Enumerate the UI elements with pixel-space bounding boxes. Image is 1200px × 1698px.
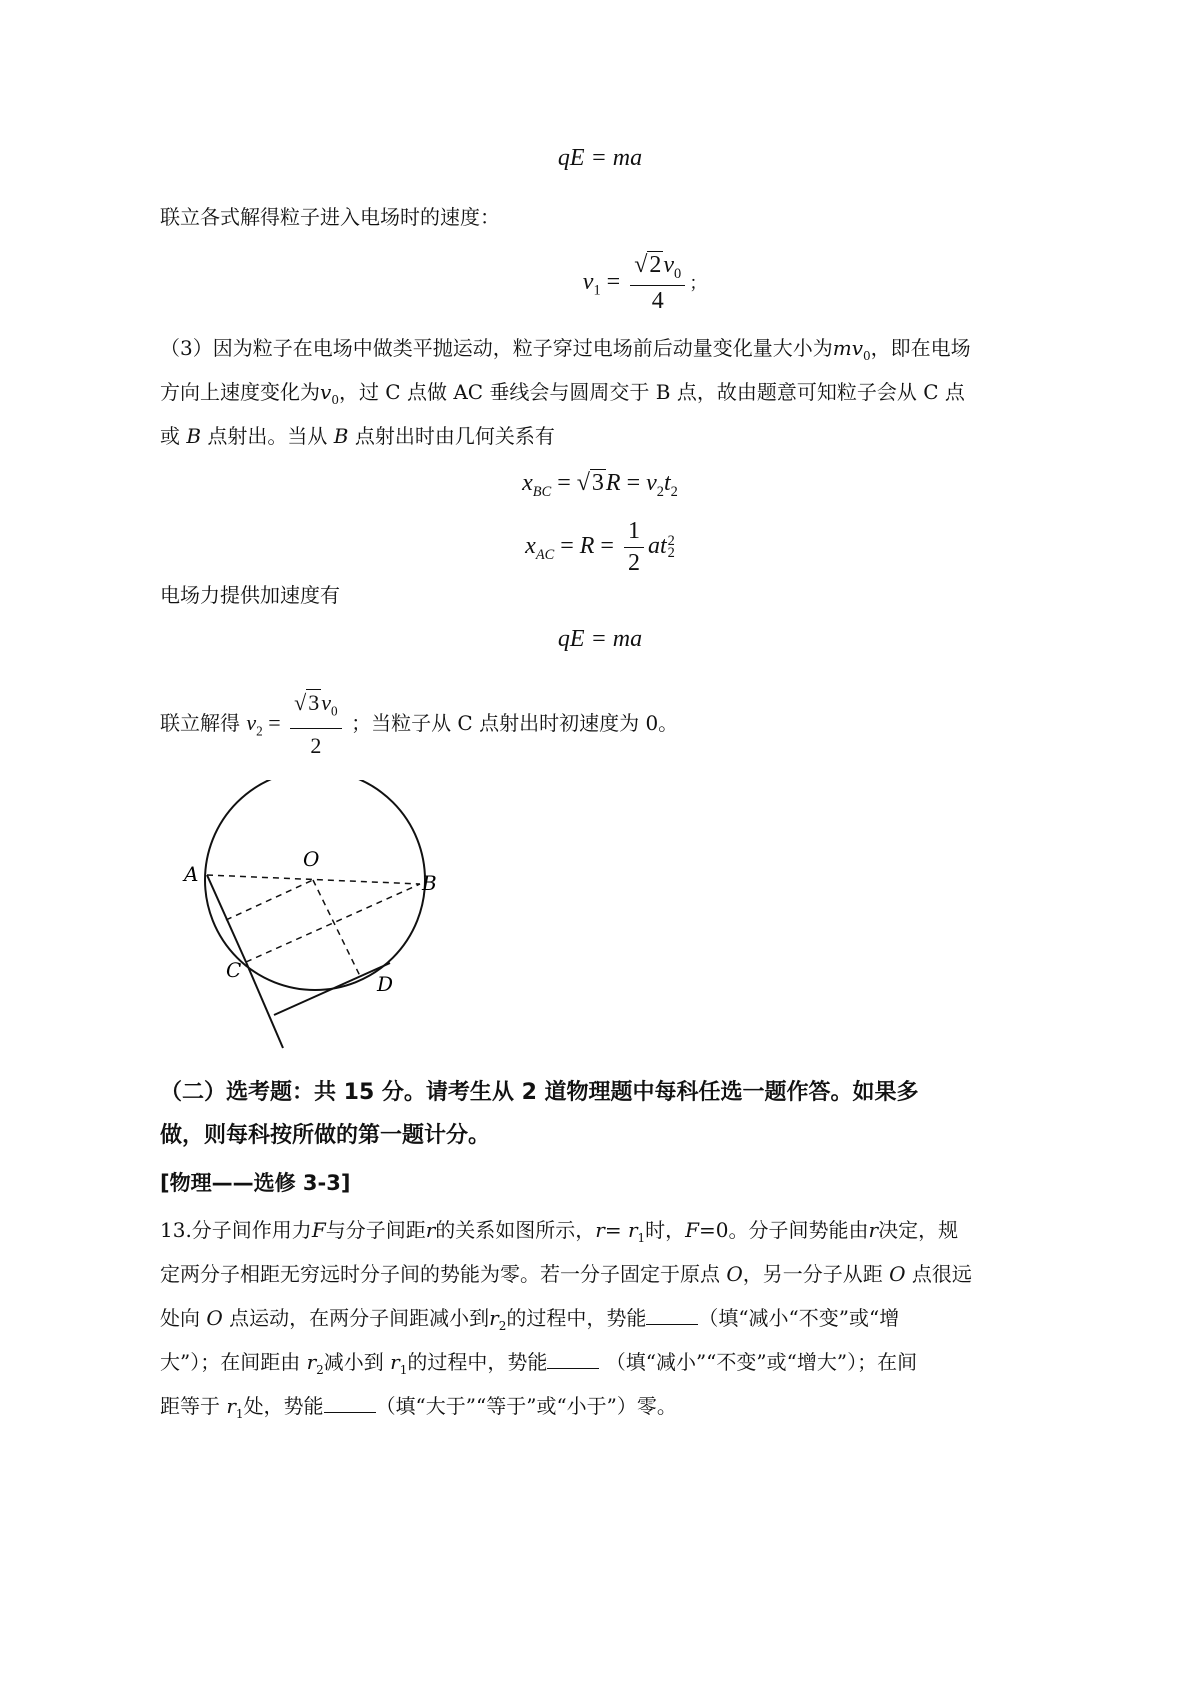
v2-subscript: 2	[256, 723, 263, 739]
text-span: 方向上速度变化为	[160, 380, 320, 404]
answer-blank-3[interactable]	[324, 1394, 376, 1413]
line-c-extension	[246, 962, 283, 1048]
answer-blank-1[interactable]	[646, 1306, 698, 1325]
text-span: 联立解得	[160, 710, 240, 735]
section-heading-line-1: （二）选考题：共 15 分。请考生从 2 道物理题中每科任选一题作答。如果多	[160, 1080, 919, 1105]
v0-subscript: 0	[331, 393, 339, 407]
v2-symbol: v	[246, 709, 257, 735]
text-span: ，另一分子从距	[742, 1262, 883, 1286]
text-span: （3）因为粒子在电场中做类平抛运动，粒子穿过电场前后动量变化量大小为	[160, 336, 833, 360]
r1-subscript: 1	[637, 1231, 646, 1245]
text-span: 的过程中，势能	[407, 1350, 548, 1374]
v-subscript: 2	[656, 483, 664, 500]
ac-subscript: AC	[535, 546, 555, 563]
text-span: 定两分子相距无穷远时分子间的势能为零。若一分子固定于原点	[160, 1262, 720, 1286]
circle-geometry-diagram	[170, 780, 470, 1050]
numerator: 1	[624, 518, 644, 548]
equals-sign: =	[604, 1218, 628, 1242]
denominator: 2	[310, 733, 322, 759]
text-span: 点射出时由几何关系有	[354, 424, 555, 448]
mv-symbol: mv	[832, 336, 863, 360]
r2-symbol: r	[306, 1350, 317, 1374]
text-span: 点运动，在两分子间距减小到	[229, 1306, 490, 1330]
at-symbol: at	[647, 533, 667, 560]
r2-symbol: r	[489, 1306, 499, 1330]
text-span: 与分子间距	[325, 1218, 426, 1242]
text-span: 大”）；在间距由	[160, 1350, 301, 1374]
text-span: （填“大于”“等于”或“小于”）零。	[375, 1394, 677, 1418]
text-span: ，即在电场	[870, 336, 971, 360]
label-c: C	[226, 958, 242, 982]
v1-symbol: v	[582, 268, 594, 295]
text-span: 点很远	[911, 1262, 972, 1286]
r2-subscript: 2	[316, 1363, 324, 1377]
answer-blank-2[interactable]	[547, 1350, 599, 1369]
text-span: 距等于	[160, 1394, 220, 1418]
f-symbol: F	[311, 1218, 326, 1242]
q13-line-1	[160, 1215, 1040, 1259]
r-symbol: R	[605, 470, 621, 496]
equation-qe-ma-2	[0, 626, 1200, 653]
q13-line-5	[160, 1391, 1040, 1435]
text-span: 的关系如图所示，	[435, 1218, 596, 1242]
point-b-symbol: B	[333, 424, 349, 448]
half-fraction	[624, 518, 644, 577]
line-tangent-d	[274, 963, 390, 1015]
section-subheading: [物理——选修 3-3]	[160, 1171, 351, 1195]
v1-subscript: 1	[593, 282, 601, 299]
sqrt-radicand: 3	[308, 690, 320, 715]
x-symbol: x	[525, 533, 536, 560]
r1-subscript: 1	[235, 1407, 244, 1421]
label-d: D	[377, 972, 394, 996]
paragraph-3	[160, 333, 1060, 465]
r1-symbol: r	[627, 1218, 638, 1242]
r1-subscript: 1	[399, 1363, 408, 1377]
text-span: ；当粒子从 C 点射出时初速度为 0。	[351, 710, 679, 735]
o-symbol: O	[206, 1306, 223, 1330]
paragraph-3-line-3	[160, 421, 1060, 465]
text-span: 的过程中，势能	[506, 1306, 647, 1330]
semicolon: ；	[689, 272, 708, 293]
equation-qe-ma-1	[0, 145, 1200, 172]
label-b: B	[422, 871, 437, 895]
text-span: 处向	[160, 1306, 200, 1330]
text-span: 减小到	[323, 1350, 384, 1374]
point-b-symbol: B	[186, 424, 202, 448]
line-cb	[246, 884, 420, 962]
equation-v1: $v_1$ = $\frac{√2v_0}{4}$ ；	[582, 252, 708, 314]
superscript: 2	[667, 532, 675, 549]
denominator: 2	[627, 550, 640, 576]
text-field-force: 电场力提供加速度有	[160, 583, 340, 607]
q13-line-2	[160, 1259, 1040, 1303]
text-span: =0。分子间势能由	[699, 1218, 869, 1242]
r-symbol: r	[425, 1218, 436, 1242]
x-symbol: x	[522, 470, 533, 496]
section-heading-line-2: 做，则每科按所做的第一题计分。	[160, 1123, 491, 1148]
text-span: （填“减小”“不变”或“增大”）；在间	[605, 1350, 918, 1374]
r2-subscript: 2	[498, 1319, 507, 1333]
equation-xbc: $x_{BC} = √3R = v_2t_2$	[522, 470, 678, 500]
label-a: A	[184, 862, 199, 886]
t-symbol: t	[663, 470, 671, 496]
final-result-line: 联立解得 $v_2$ = $\frac{√3v_0}{2}$ ；当粒子从 C 点射出时初速度为 0。	[160, 688, 678, 761]
text-span: 决定，规	[878, 1218, 959, 1242]
bc-subscript: BC	[532, 483, 552, 500]
t-subscript: 2	[670, 483, 678, 500]
text-span: 点射出。当从	[207, 424, 328, 448]
text-speed-intro: 联立各式解得粒子进入电场时的速度：	[160, 205, 500, 229]
numerator-sub: 0	[330, 703, 338, 719]
f-symbol: F	[685, 1218, 700, 1242]
numerator-var: v	[663, 252, 675, 278]
text-span: 或	[160, 424, 180, 448]
v-symbol: v	[646, 470, 657, 496]
label-o: O	[303, 847, 320, 871]
o-symbol: O	[889, 1262, 906, 1286]
r1-symbol: r	[226, 1394, 236, 1418]
line-ao	[207, 875, 310, 880]
r-symbol: r	[595, 1218, 605, 1242]
numerator-sub: 0	[674, 265, 682, 282]
v1-fraction: $\frac{√2v_0}{4}$	[630, 252, 685, 315]
equation-text: qE = ma	[557, 626, 643, 652]
text-span: 处，势能	[243, 1394, 324, 1418]
v2-fraction: $\frac{√3v_0}{2}$	[290, 688, 341, 761]
q13-line-3	[160, 1303, 1040, 1347]
mv-subscript: 0	[863, 349, 871, 363]
equals-sign: =	[626, 470, 641, 496]
sqrt-radicand: 3	[591, 470, 604, 496]
line-mid-o	[226, 880, 313, 920]
equals-sign: =	[557, 470, 571, 496]
text-span: ，过 C 点做 AC 垂线会与圆周交于 B 点，故由题意可知粒子会从 C 点	[338, 380, 965, 404]
paragraph-3-line-1	[160, 333, 1060, 377]
denominator: 4	[651, 287, 664, 314]
r-symbol: R	[579, 533, 595, 560]
text-span: 时，	[645, 1218, 686, 1242]
numerator-var: v	[321, 690, 331, 715]
equation-xac: $x_{AC} = R$ = $\frac{1}{2}$ at 2 2	[525, 518, 675, 576]
v0-symbol: v	[320, 380, 332, 404]
sqrt-radicand: 2	[649, 252, 662, 278]
q13-line-4	[160, 1347, 1040, 1391]
question-13	[160, 1215, 1040, 1435]
equation-text: qE = ma	[557, 145, 643, 171]
o-symbol: O	[726, 1262, 743, 1286]
paragraph-3-line-2	[160, 377, 1060, 421]
r-symbol: r	[868, 1218, 879, 1242]
text-span: 13.分子间作用力	[160, 1218, 312, 1242]
text-span: （填“减小“不变”或“增	[698, 1306, 900, 1330]
r1-symbol: r	[390, 1350, 400, 1374]
subscript: 2	[667, 544, 675, 561]
